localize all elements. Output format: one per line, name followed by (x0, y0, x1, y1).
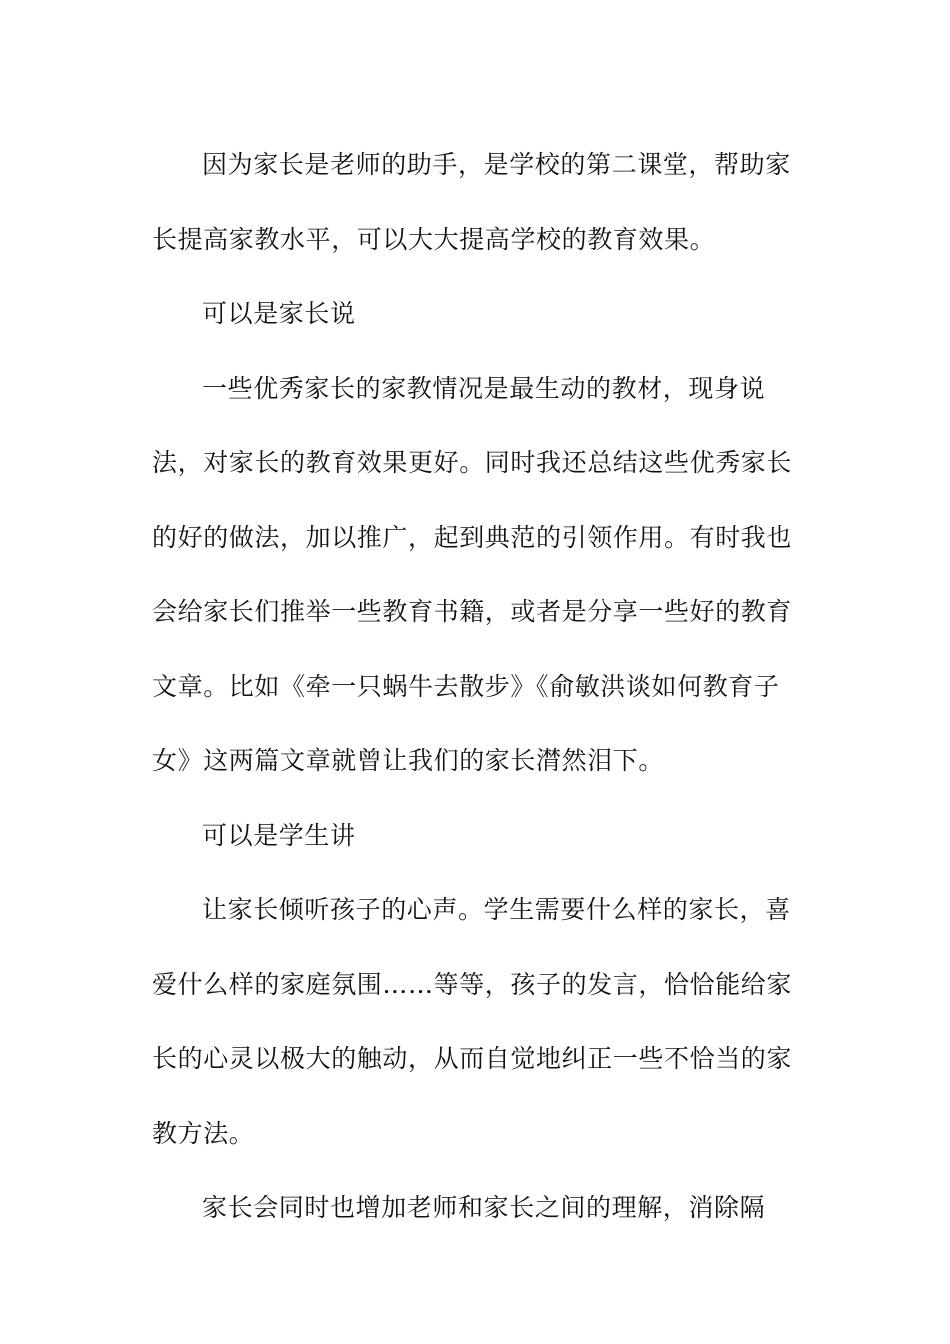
paragraph-2-heading (152, 277, 792, 352)
text-line: 爱什么样的家庭氛围……等等，孩子的发言，恰恰能给家 (152, 969, 793, 999)
text-line: 文章。比如《牵一只蜗牛去散步》《俞敏洪谈如何教育子 (152, 671, 780, 701)
text-line: 的好的做法，加以推广，起到典范的引领作用。有时我也 (152, 522, 793, 552)
text-line: 因为家长是老师的助手，是学校的第二课堂，帮助家 (202, 150, 791, 179)
text-line: 会给家长们推举一些教育书籍，或者是分享一些好的教育 (152, 597, 793, 626)
text-line: 一些优秀家长的家教情况是最生动的教材，现身说 (202, 373, 766, 403)
paragraph-3 (152, 352, 792, 799)
text-line: 让家长倾听孩子的心声。学生需要什么样的家长，喜 (202, 895, 791, 924)
paragraph-1 (152, 128, 792, 277)
paragraph-4-heading (152, 799, 792, 874)
text-line: 家长会同时也增加老师和家长之间的理解，消除隔 (202, 1193, 766, 1222)
paragraph-6 (152, 1171, 792, 1246)
paragraph-5 (152, 873, 792, 1171)
text-line: 可以是家长说 (202, 299, 356, 328)
text-line: 女》这两篇文章就曾让我们的家长潸然泪下。 (152, 746, 665, 775)
text-line: 长提高家教水平，可以大大提高学校的教育效果。 (152, 224, 716, 254)
document-body (152, 128, 792, 1246)
text-line: 法，对家长的教育效果更好。同时我还总结这些优秀家长 (152, 448, 793, 477)
text-line: 长的心灵以极大的触动，从而自觉地纠正一些不恰当的家 (152, 1044, 793, 1073)
text-line: 教方法。 (152, 1118, 255, 1148)
text-line: 可以是学生讲 (202, 820, 356, 850)
